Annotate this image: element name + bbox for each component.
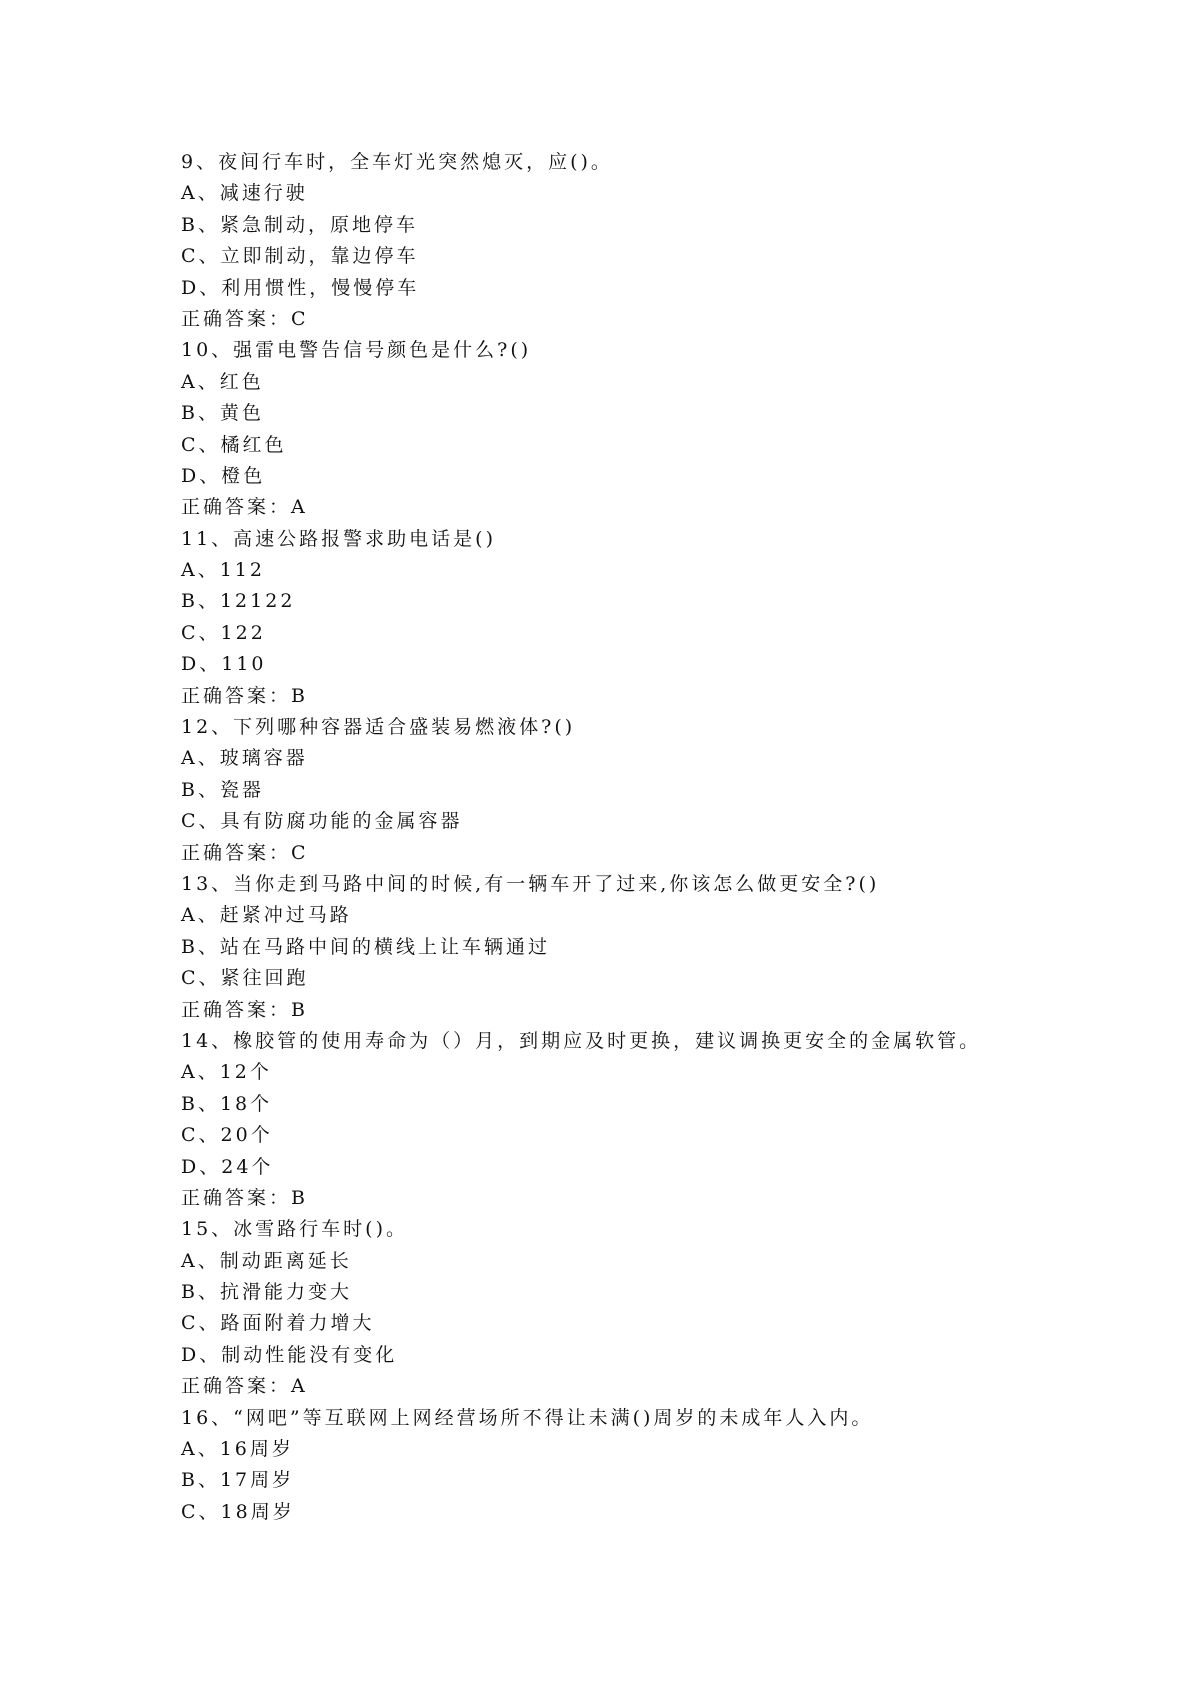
question-9-answer: 正确答案：C	[181, 307, 309, 330]
question-12-option-a: A、玻璃容器	[181, 747, 308, 770]
question-15-option-b: B、抗滑能力变大	[181, 1281, 352, 1304]
question-16-prompt: 16、“网吧”等互联网上网经营场所不得让未满()周岁的未成年人入内。	[181, 1406, 874, 1429]
question-14-answer: 正确答案：B	[181, 1186, 308, 1209]
question-11-option-d: D、110	[181, 653, 267, 676]
question-15-prompt: 15、冰雪路行车时()。	[181, 1218, 409, 1241]
question-16-option-c: C、18周岁	[181, 1500, 295, 1523]
question-15-option-c: C、路面附着力增大	[181, 1312, 375, 1335]
question-11-answer: 正确答案：B	[181, 684, 308, 707]
question-9-option-a: A、减速行驶	[181, 182, 308, 205]
question-15-answer: 正确答案：A	[181, 1375, 308, 1398]
question-14-option-b: B、18个	[181, 1092, 273, 1115]
question-11-option-a: A、112	[181, 559, 265, 582]
question-12-option-c: C、具有防腐功能的金属容器	[181, 810, 463, 833]
question-16-option-a: A、16周岁	[181, 1438, 294, 1461]
question-9-option-d: D、利用惯性，慢慢停车	[181, 276, 420, 299]
question-15-option-d: D、制动性能没有变化	[181, 1343, 398, 1366]
question-12-answer: 正确答案：C	[181, 841, 309, 864]
question-10-answer: 正确答案：A	[181, 496, 308, 519]
question-13-option-c: C、紧往回跑	[181, 967, 309, 990]
question-12-option-b: B、瓷器	[181, 778, 264, 801]
question-13-option-a: A、赶紧冲过马路	[181, 904, 352, 927]
question-9-option-b: B、紧急制动，原地停车	[181, 213, 418, 236]
question-9-option-c: C、立即制动，靠边停车	[181, 245, 419, 268]
question-12-prompt: 12、下列哪种容器适合盛装易燃液体?()	[181, 716, 576, 739]
question-10-option-a: A、红色	[181, 370, 264, 393]
question-16-option-b: B、17周岁	[181, 1469, 295, 1492]
question-13-prompt: 13、当你走到马路中间的时候,有一辆车开了过来,你该怎么做更安全?()	[181, 872, 880, 895]
question-11-option-b: B、12122	[181, 590, 296, 613]
question-list	[181, 147, 1081, 1528]
question-9-prompt: 9、夜间行车时，全车灯光突然熄灭，应()。	[181, 151, 613, 173]
question-14-option-c: C、20个	[181, 1124, 273, 1147]
question-14-prompt: 14、橡胶管的使用寿命为（）月，到期应及时更换，建议调换更安全的金属软管。	[181, 1029, 982, 1052]
question-13-option-b: B、站在马路中间的横线上让车辆通过	[181, 935, 550, 958]
question-15-option-a: A、制动距离延长	[181, 1249, 352, 1272]
question-10-option-b: B、黄色	[181, 402, 264, 425]
question-10-prompt: 10、强雷电警告信号颜色是什么?()	[181, 339, 532, 362]
question-10-option-d: D、橙色	[181, 464, 266, 487]
question-10-option-c: C、橘红色	[181, 433, 287, 456]
question-14-option-a: A、12个	[181, 1061, 272, 1084]
question-13-answer: 正确答案：B	[181, 998, 308, 1021]
question-14-option-d: D、24个	[181, 1155, 274, 1178]
question-11-option-c: C、122	[181, 621, 266, 644]
question-11-prompt: 11、高速公路报警求助电话是()	[181, 527, 497, 550]
